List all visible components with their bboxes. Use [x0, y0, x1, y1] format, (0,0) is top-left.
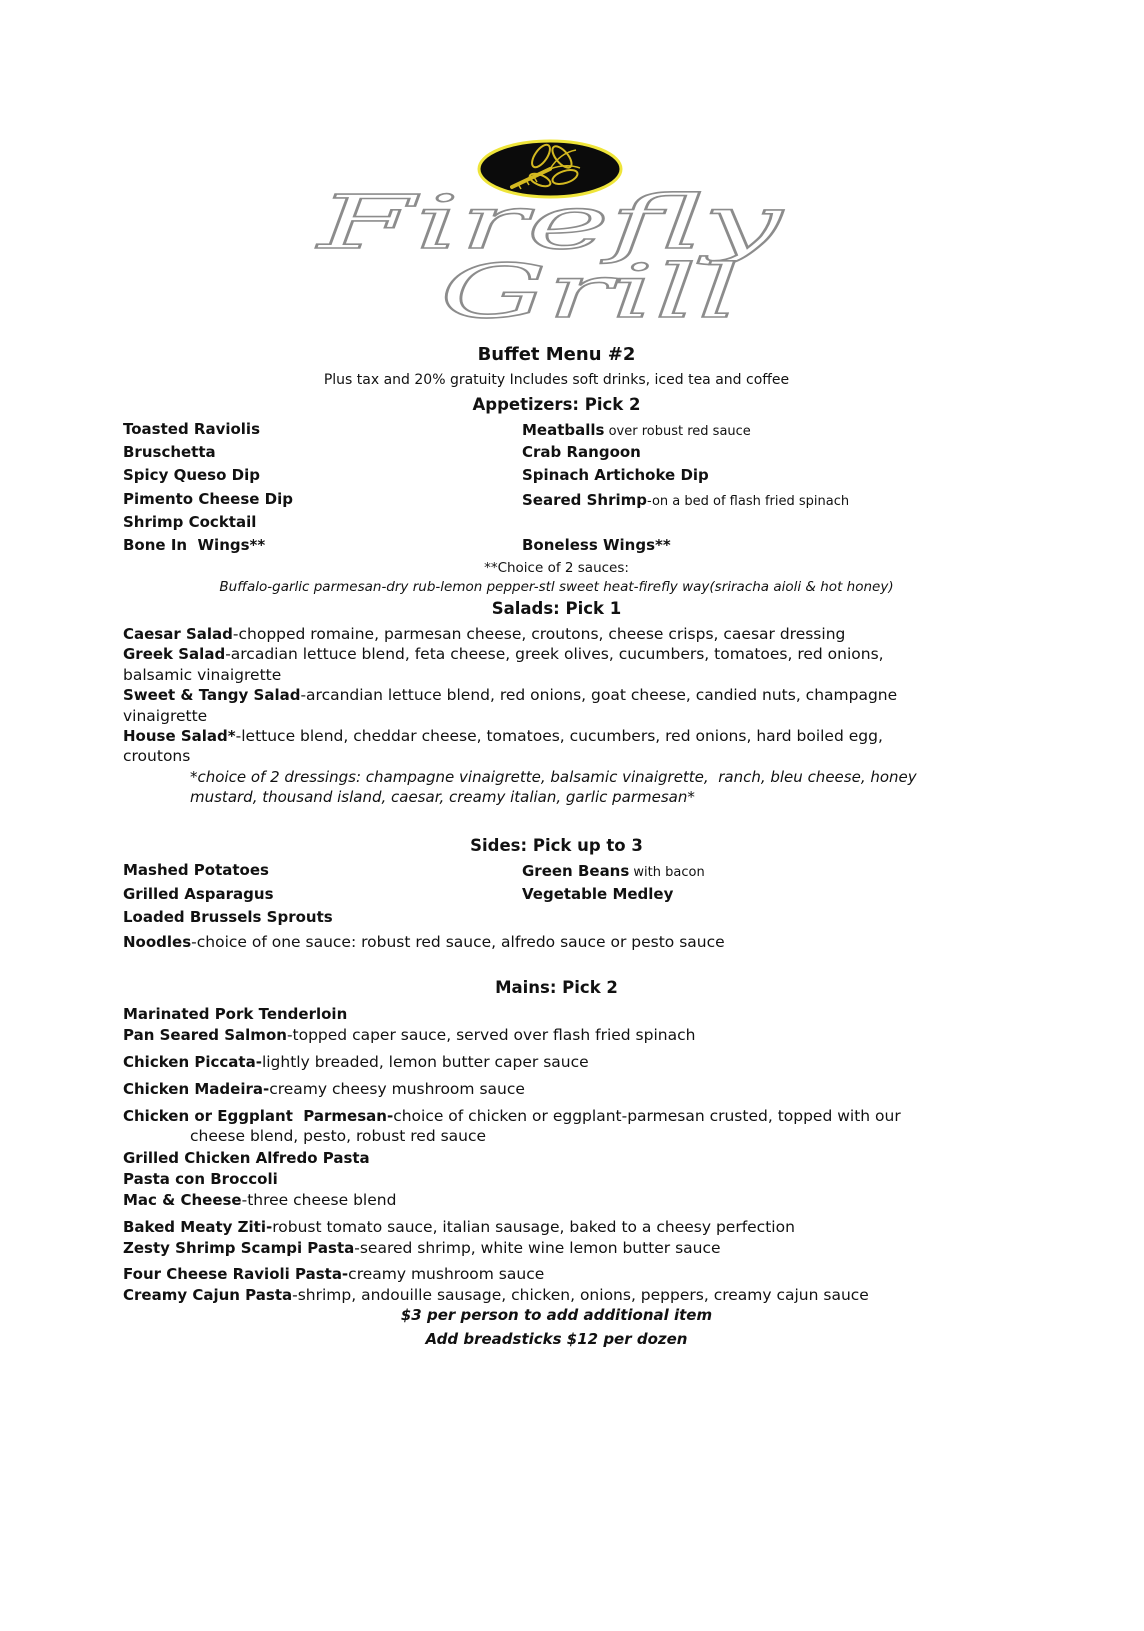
item-description: -choice of one sauce: robust red sauce, alfredo sauce or pesto sauce: [191, 932, 725, 951]
salad-item: [123, 685, 990, 705]
item-description-continued: croutons: [123, 747, 191, 766]
appetizer-item: Bruschetta: [123, 443, 216, 462]
appetizer-item: [522, 488, 849, 513]
appetizer-row: [123, 534, 990, 557]
item-description: -seared shrimp, white wine lemon butter sauce: [354, 1239, 721, 1257]
logo-script-firefly: Firefly: [314, 180, 785, 266]
item-description: creamy cheesy mushroom sauce: [269, 1080, 525, 1098]
side-item: Vegetable Medley: [522, 884, 674, 903]
item-description: choice of chicken or eggplant-parmesan crusted, topped with our: [393, 1107, 901, 1125]
item-name: Greek Salad: [123, 645, 226, 664]
side-row: [123, 859, 990, 883]
item-name: House Salad*: [123, 726, 236, 745]
item-description: -topped caper sauce, served over flash fried spinach: [286, 1026, 696, 1044]
appetizer-note: over robust red sauce: [604, 424, 751, 439]
appetizer-item: Shrimp Cocktail: [123, 512, 257, 531]
appetizer-item: Spinach Artichoke Dip: [522, 466, 709, 485]
item-name: Chicken or Eggplant Parmesan-: [123, 1107, 394, 1125]
logo-script-grill: Grill: [440, 249, 740, 335]
appetizer-row: [123, 441, 990, 464]
item-description: -arcadian lettuce blend, feta cheese, greek olives, cucumbers, tomatoes, red onions,: [225, 645, 884, 664]
main-item: [123, 1168, 990, 1189]
salads-heading: Salads: Pick 1: [491, 599, 622, 618]
mains-heading: Mains: Pick 2: [495, 978, 618, 997]
sauces-label: **Choice of 2 sauces:: [484, 560, 629, 577]
main-item: [123, 1051, 990, 1072]
salad-item: [123, 624, 990, 644]
item-description-continued: cheese blend, pesto, robust red sauce: [190, 1127, 487, 1145]
main-item: [123, 1216, 990, 1237]
side-row: [123, 906, 990, 930]
salad-item: [123, 726, 990, 746]
main-item: [123, 1147, 990, 1168]
dressings-note: mustard, thousand island, caesar, creamy italian, garlic parmesan*: [190, 788, 695, 807]
item-description: -lettuce blend, cheddar cheese, tomatoes, cucumbers, red onions, hard boiled egg,: [235, 726, 883, 745]
item-name: Four Cheese Ravioli Pasta-: [123, 1265, 349, 1283]
main-item: [123, 1189, 990, 1210]
side-item: [522, 859, 705, 885]
appetizer-name: Meatballs: [522, 421, 605, 439]
item-name: Zesty Shrimp Scampi Pasta: [123, 1239, 355, 1257]
sides-list: [123, 859, 990, 953]
salads-section: [123, 597, 990, 808]
item-description-continued: vinaigrette: [123, 706, 208, 725]
appetizer-item: Boneless Wings**: [522, 535, 671, 554]
main-item: [123, 1024, 990, 1045]
additional-item-price-note: $3 per person to add additional item: [400, 1306, 713, 1324]
page-subtitle: Plus tax and 20% gratuity Includes soft drinks, iced tea and coffee: [323, 372, 790, 388]
item-name: Sweet & Tangy Salad: [123, 686, 301, 705]
sides-section: [123, 834, 990, 953]
item-description: -shrimp, andouille sausage, chicken, onions, peppers, creamy cajun sauce: [292, 1286, 869, 1304]
item-description: -chopped romaine, parmesan cheese, croutons, cheese crisps, caesar dressing: [232, 625, 846, 643]
item-description: lightly breaded, lemon butter caper sauce: [261, 1053, 589, 1071]
page-title: Buffet Menu #2: [477, 344, 636, 365]
side-item: Mashed Potatoes: [123, 861, 269, 879]
item-description: robust tomato sauce, italian sausage, baked to a cheesy perfection: [272, 1218, 795, 1236]
appetizer-row: [123, 488, 990, 511]
sauces-list: Buffalo-garlic parmesan-dry rub-lemon pepper-stl sweet heat-firefly way(sriracha aioli & hot honey): [219, 579, 894, 596]
appetizer-name: Seared Shrimp: [522, 490, 648, 509]
item-name: Pan Seared Salmon: [123, 1026, 287, 1044]
main-item: [123, 1237, 990, 1258]
side-item: Loaded Brussels Sprouts: [123, 908, 333, 926]
side-item: Grilled Asparagus: [123, 884, 274, 903]
firefly-grill-logo: [300, 135, 820, 335]
main-item: [123, 1284, 990, 1305]
item-name: Noodles: [123, 932, 192, 951]
main-item: [123, 1105, 990, 1126]
breadsticks-price-note: Add breadsticks $12 per dozen: [425, 1330, 688, 1348]
menu-header: [123, 342, 990, 393]
appetizer-row: [123, 418, 990, 441]
appetizers-list: [123, 418, 990, 557]
item-description: creamy mushroom sauce: [348, 1265, 545, 1283]
appetizer-item: Bone In Wings**: [123, 535, 266, 554]
appetizers-heading: Appetizers: Pick 2: [472, 395, 641, 414]
appetizer-row: [123, 464, 990, 487]
item-name: Chicken Madeira-: [123, 1080, 270, 1098]
mains-section: [123, 976, 990, 1350]
side-name: Green Beans: [522, 862, 630, 880]
item-name: Chicken Piccata-: [123, 1053, 262, 1071]
item-description: -three cheese blend: [241, 1191, 397, 1209]
main-item: [123, 1078, 990, 1099]
side-row: [123, 883, 990, 907]
item-description: -arcandian lettuce blend, red onions, goat cheese, candied nuts, champagne: [300, 686, 898, 705]
item-name: Marinated Pork Tenderloin: [123, 1005, 348, 1023]
appetizer-item: Spicy Queso Dip: [123, 466, 260, 485]
appetizers-section: [123, 393, 990, 597]
appetizer-item: Toasted Raviolis: [123, 420, 261, 438]
main-item: [123, 1003, 990, 1024]
side-item-noodles: [123, 930, 990, 954]
item-name: Mac & Cheese: [123, 1191, 242, 1209]
appetizer-item: [522, 418, 751, 443]
appetizer-item: Pimento Cheese Dip: [123, 489, 294, 508]
dressings-note: *choice of 2 dressings: champagne vinaigrette, balsamic vinaigrette, ranch, bleu cheese, honey: [190, 767, 917, 786]
item-name: Baked Meaty Ziti-: [123, 1218, 273, 1236]
appetizer-row: [123, 511, 990, 534]
item-name: Caesar Salad: [123, 625, 233, 643]
side-note: with bacon: [629, 865, 705, 880]
sides-heading: Sides: Pick up to 3: [470, 836, 643, 855]
appetizer-note: -on a bed of flash fried spinach: [647, 493, 850, 509]
appetizer-item: Crab Rangoon: [522, 443, 641, 462]
item-name: Pasta con Broccoli: [123, 1170, 278, 1188]
main-item: [123, 1263, 990, 1284]
salad-item: [123, 644, 990, 664]
item-name: Creamy Cajun Pasta: [123, 1286, 293, 1304]
item-name: Grilled Chicken Alfredo Pasta: [123, 1149, 370, 1167]
item-description-continued: balsamic vinaigrette: [123, 665, 282, 684]
